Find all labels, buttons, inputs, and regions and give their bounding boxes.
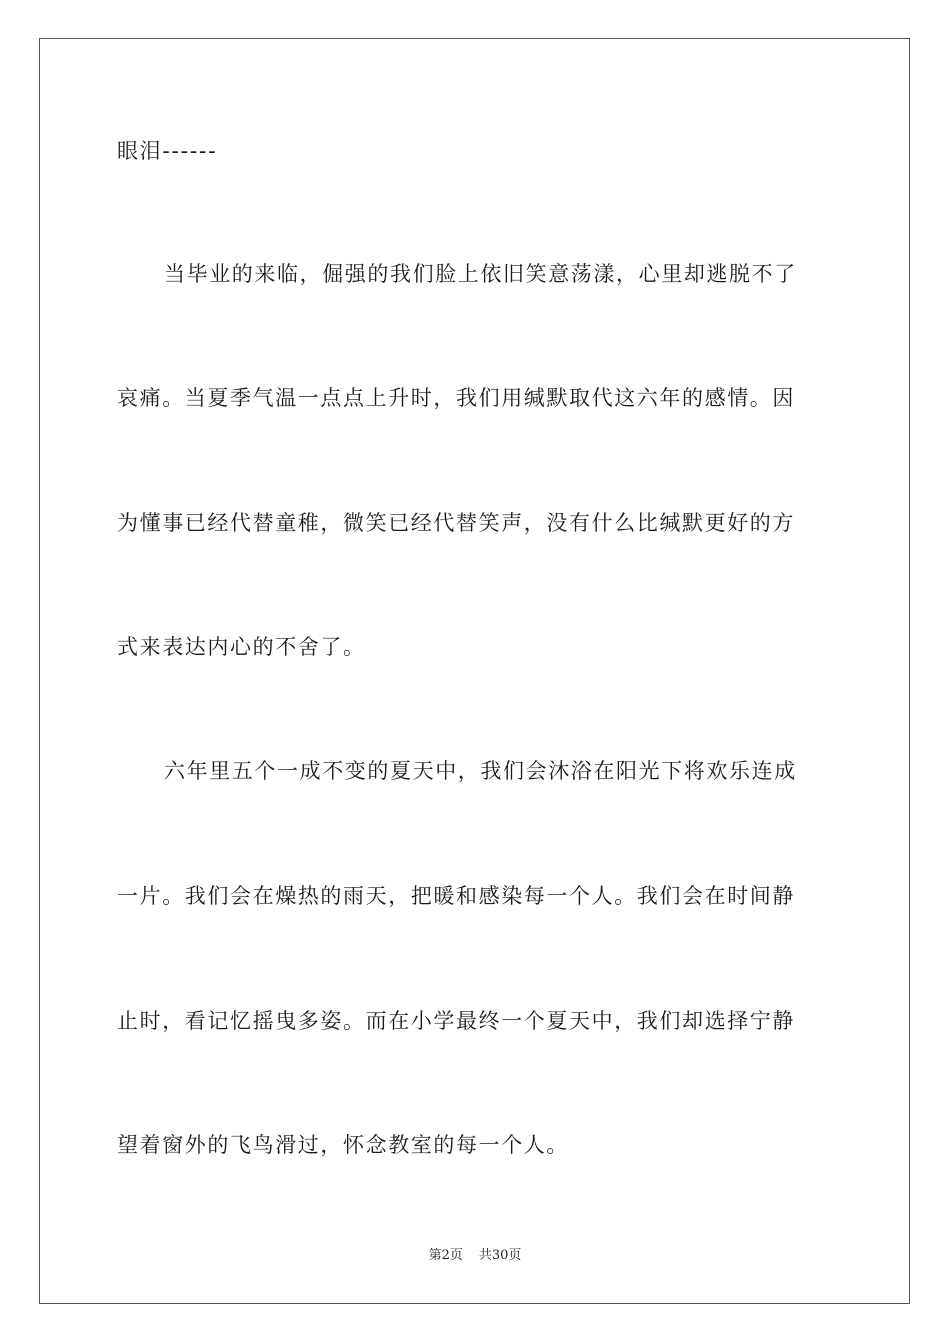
paragraph-2-line-1: 六年里五个一成不变的夏天中，我们会沐浴在阳光下将欢乐连成 xyxy=(164,759,797,783)
paragraph-1-line-3: 为懂事已经代替童稚，微笑已经代替笑声，没有什么比缄默更好的方 xyxy=(117,511,795,535)
paragraph-1-line-4: 式来表达内心的不舍了。 xyxy=(117,635,366,659)
paragraph-1-line-2: 哀痛。当夏季气温一点点上升时，我们用缄默取代这六年的感情。因 xyxy=(117,386,795,410)
paragraph-2-line-2: 一片。我们会在燥热的雨天，把暖和感染每一个人。我们会在时间静 xyxy=(117,884,795,908)
page-number: 第2页 xyxy=(428,1248,463,1263)
paragraph-2-line-4: 望着窗外的飞鸟滑过，怀念教室的每一个人。 xyxy=(117,1133,569,1157)
page-frame xyxy=(39,38,910,1304)
paragraph-2-line-3: 止时，看记忆摇曳多姿。而在小学最终一个夏天中，我们却选择宁静 xyxy=(117,1009,795,1033)
text-line: 眼泪------ xyxy=(117,139,218,163)
paragraph-1-line-1: 当毕业的来临，倔强的我们脸上依旧笑意荡漾，心里却逃脱不了 xyxy=(164,262,797,286)
page-total: 共30页 xyxy=(478,1248,522,1263)
page-footer xyxy=(0,1247,950,1265)
